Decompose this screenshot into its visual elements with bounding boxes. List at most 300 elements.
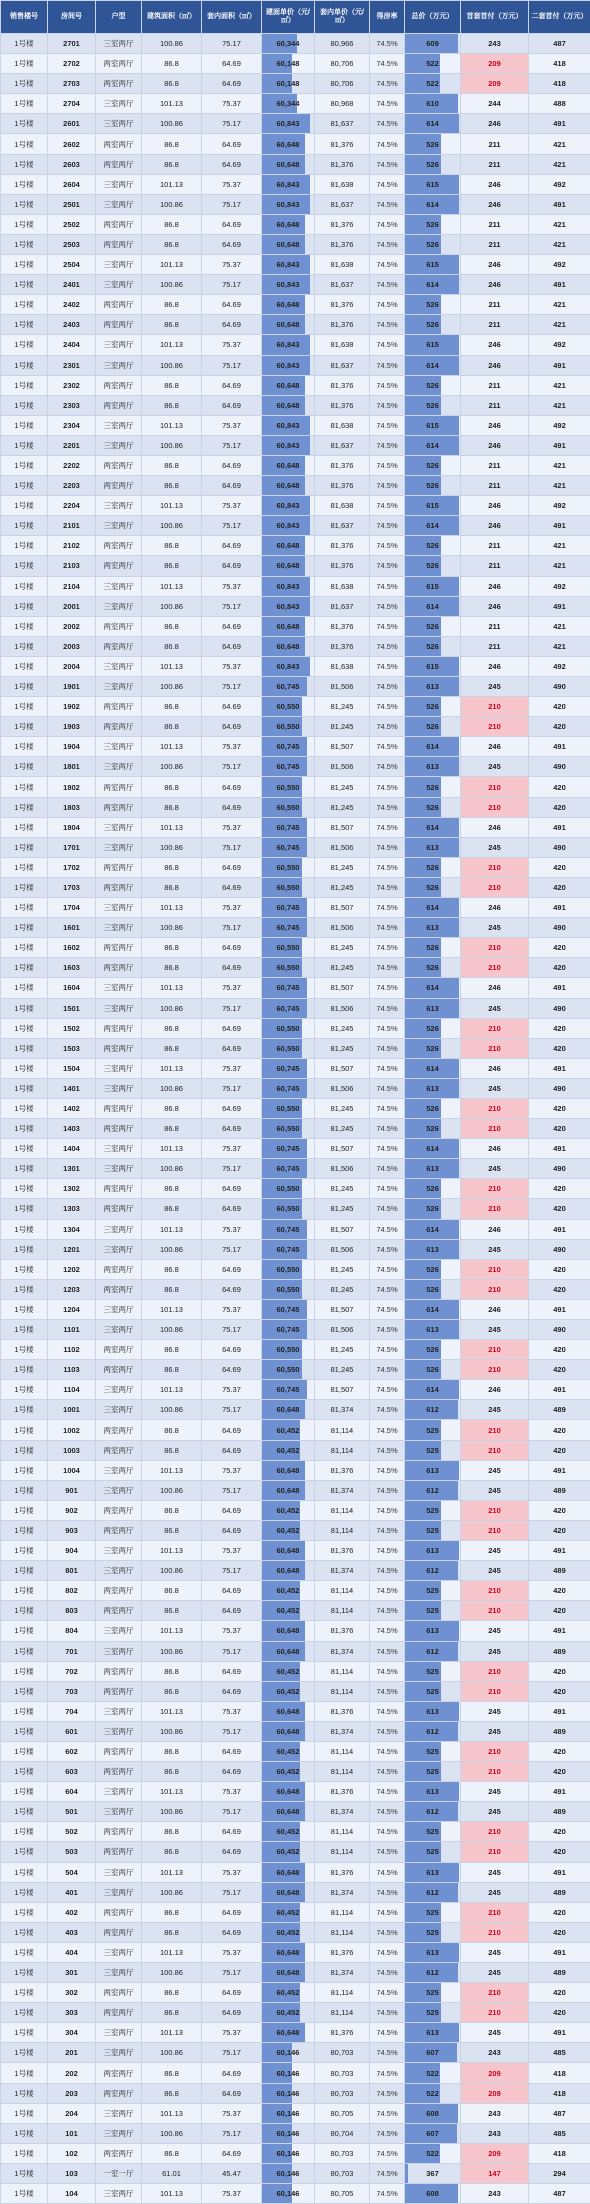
table-row [1, 395, 590, 415]
cell-second-pay: 490 [529, 998, 590, 1018]
table-row [1, 1179, 590, 1199]
cell-total [405, 2143, 461, 2163]
cell-building: 1号楼 [1, 677, 48, 697]
cell-text: 60,745 [277, 843, 300, 852]
cell-net-area: 64.69 [202, 2063, 262, 2083]
cell-total [405, 1500, 461, 1520]
cell-layout: 两室两厅 [96, 1842, 142, 1862]
cell-building: 1号楼 [1, 1741, 48, 1761]
cell-text: 60,146 [277, 2109, 300, 2118]
cell-second-pay: 492 [529, 656, 590, 676]
cell-text: 613 [426, 1245, 439, 1254]
cell-first-pay: 210 [461, 1098, 529, 1118]
cell-text: 614 [426, 280, 439, 289]
cell-efficiency: 74.5% [370, 2083, 405, 2103]
cell-text: 612 [426, 1405, 439, 1414]
cell-net-area: 75.17 [202, 1721, 262, 1741]
cell-building: 1号楼 [1, 2083, 48, 2103]
table-row [1, 1380, 590, 1400]
cell-total [405, 1601, 461, 1621]
table-row [1, 757, 590, 777]
cell-net-price: 81,638 [315, 415, 370, 435]
cell-text: 60,146 [277, 2149, 300, 2158]
cell-efficiency: 74.5% [370, 1721, 405, 1741]
table-row [1, 1299, 590, 1319]
cell-room: 1002 [48, 1420, 96, 1440]
cell-text: 60,648 [277, 1707, 300, 1716]
table-row [1, 375, 590, 395]
cell-efficiency: 74.5% [370, 1038, 405, 1058]
cell-building: 1号楼 [1, 797, 48, 817]
cell-first-pay: 211 [461, 616, 529, 636]
cell-second-pay: 420 [529, 1520, 590, 1540]
cell-gross-area: 101.13 [142, 415, 202, 435]
cell-first-pay: 211 [461, 375, 529, 395]
cell-room: 2502 [48, 214, 96, 234]
cell-gross-price [262, 998, 315, 1018]
cell-gross-area: 100.86 [142, 114, 202, 134]
cell-gross-price [262, 1641, 315, 1661]
cell-total [405, 375, 461, 395]
cell-room: 2104 [48, 576, 96, 596]
cell-text: 60,648 [277, 1466, 300, 1475]
cell-second-pay: 420 [529, 1098, 590, 1118]
cell-second-pay: 418 [529, 54, 590, 74]
cell-layout: 两室两厅 [96, 1038, 142, 1058]
cell-second-pay: 420 [529, 1360, 590, 1380]
cell-net-price: 81,507 [315, 817, 370, 837]
cell-efficiency: 74.5% [370, 2103, 405, 2123]
cell-room: 1101 [48, 1320, 96, 1340]
cell-gross-area: 86.8 [142, 2003, 202, 2023]
cell-gross-area: 86.8 [142, 395, 202, 415]
cell-net-area: 64.69 [202, 1902, 262, 1922]
cell-first-pay: 210 [461, 1842, 529, 1862]
cell-total [405, 1299, 461, 1319]
cell-net-price: 81,245 [315, 1119, 370, 1139]
cell-text: 614 [426, 1225, 439, 1234]
cell-text: 525 [426, 1426, 439, 1435]
cell-gross-price [262, 1299, 315, 1319]
cell-room: 1903 [48, 717, 96, 737]
cell-efficiency: 74.5% [370, 536, 405, 556]
cell-building: 1号楼 [1, 54, 48, 74]
cell-efficiency: 74.5% [370, 275, 405, 295]
cell-second-pay: 294 [529, 2163, 590, 2183]
cell-text: 60,550 [277, 1265, 300, 1274]
cell-gross-price [262, 1420, 315, 1440]
cell-net-area: 64.69 [202, 1279, 262, 1299]
cell-layout: 两室两厅 [96, 2143, 142, 2163]
cell-text: 615 [426, 260, 439, 269]
cell-total [405, 1179, 461, 1199]
cell-text: 612 [426, 1968, 439, 1977]
cell-gross-area: 86.8 [142, 1098, 202, 1118]
cell-second-pay: 491 [529, 1862, 590, 1882]
cell-room: 1603 [48, 958, 96, 978]
cell-first-pay: 210 [461, 1440, 529, 1460]
cell-total [405, 656, 461, 676]
cell-first-pay: 210 [461, 1340, 529, 1360]
cell-total [405, 616, 461, 636]
cell-gross-area: 86.8 [142, 2063, 202, 2083]
cell-room: 2602 [48, 134, 96, 154]
cell-gross-area: 101.13 [142, 1782, 202, 1802]
cell-room: 1703 [48, 877, 96, 897]
cell-gross-price [262, 1902, 315, 1922]
cell-efficiency: 74.5% [370, 1360, 405, 1380]
cell-text: 60,550 [277, 963, 300, 972]
table-row [1, 34, 590, 54]
cell-room: 402 [48, 1902, 96, 1922]
cell-layout: 三室两厅 [96, 194, 142, 214]
cell-room: 2303 [48, 395, 96, 415]
cell-gross-price [262, 717, 315, 737]
cell-net-area: 64.69 [202, 1420, 262, 1440]
cell-second-pay: 489 [529, 1400, 590, 1420]
cell-first-pay: 245 [461, 2023, 529, 2043]
cell-gross-price [262, 817, 315, 837]
cell-second-pay: 420 [529, 958, 590, 978]
cell-second-pay: 491 [529, 1701, 590, 1721]
cell-text: 615 [426, 582, 439, 591]
cell-layout: 两室两厅 [96, 697, 142, 717]
cell-efficiency: 74.5% [370, 1380, 405, 1400]
table-row [1, 2003, 590, 2023]
cell-gross-price [262, 1681, 315, 1701]
cell-first-pay: 246 [461, 737, 529, 757]
header-total: 总价（万元） [405, 1, 461, 34]
cell-layout: 两室两厅 [96, 295, 142, 315]
cell-net-price: 81,638 [315, 496, 370, 516]
cell-first-pay: 210 [461, 1681, 529, 1701]
cell-net-price: 81,638 [315, 576, 370, 596]
cell-total [405, 395, 461, 415]
cell-gross-area: 100.86 [142, 837, 202, 857]
cell-first-pay: 210 [461, 1119, 529, 1139]
cell-net-area: 75.17 [202, 114, 262, 134]
cell-net-price: 80,704 [315, 2123, 370, 2143]
cell-first-pay: 210 [461, 1259, 529, 1279]
cell-gross-area: 101.13 [142, 255, 202, 275]
cell-gross-area: 86.8 [142, 1279, 202, 1299]
cell-net-price: 81,245 [315, 1259, 370, 1279]
header-layout: 户型 [96, 1, 142, 34]
cell-net-price: 81,245 [315, 857, 370, 877]
cell-second-pay: 489 [529, 1721, 590, 1741]
cell-net-price: 81,376 [315, 154, 370, 174]
cell-second-pay: 490 [529, 1320, 590, 1340]
cell-text: 60,648 [277, 1868, 300, 1877]
table-row [1, 857, 590, 877]
cell-layout: 三室两厅 [96, 677, 142, 697]
cell-first-pay: 245 [461, 1641, 529, 1661]
cell-second-pay: 420 [529, 1581, 590, 1601]
cell-gross-price [262, 2083, 315, 2103]
cell-efficiency: 74.5% [370, 1762, 405, 1782]
table-row [1, 154, 590, 174]
cell-efficiency: 74.5% [370, 898, 405, 918]
cell-second-pay: 420 [529, 777, 590, 797]
cell-gross-area: 100.86 [142, 757, 202, 777]
cell-layout: 三室两厅 [96, 2023, 142, 2043]
cell-net-area: 75.37 [202, 415, 262, 435]
cell-second-pay: 420 [529, 1500, 590, 1520]
cell-text: 60,452 [277, 1586, 300, 1595]
cell-text: 525 [426, 1586, 439, 1595]
cell-efficiency: 74.5% [370, 1641, 405, 1661]
cell-net-price: 81,506 [315, 1159, 370, 1179]
table-row [1, 1983, 590, 2003]
cell-net-area: 64.69 [202, 214, 262, 234]
cell-gross-area: 101.13 [142, 2184, 202, 2204]
cell-building: 1号楼 [1, 1299, 48, 1319]
cell-building: 1号楼 [1, 877, 48, 897]
cell-efficiency: 74.5% [370, 1963, 405, 1983]
cell-layout: 两室两厅 [96, 1681, 142, 1701]
cell-text: 60,745 [277, 983, 300, 992]
cell-total [405, 1822, 461, 1842]
cell-room: 804 [48, 1621, 96, 1641]
cell-efficiency: 74.5% [370, 476, 405, 496]
cell-net-price: 81,637 [315, 596, 370, 616]
table-row [1, 2163, 590, 2183]
cell-text: 60,843 [277, 260, 300, 269]
cell-net-area: 75.17 [202, 757, 262, 777]
cell-text: 60,648 [277, 481, 300, 490]
cell-total [405, 777, 461, 797]
table-row [1, 1219, 590, 1239]
cell-efficiency: 74.5% [370, 1581, 405, 1601]
cell-first-pay: 246 [461, 174, 529, 194]
table-row [1, 1721, 590, 1741]
cell-room: 2701 [48, 34, 96, 54]
cell-net-area: 75.17 [202, 275, 262, 295]
cell-room: 1702 [48, 857, 96, 877]
cell-first-pay: 210 [461, 1581, 529, 1601]
cell-gross-area: 86.8 [142, 1018, 202, 1038]
cell-efficiency: 74.5% [370, 556, 405, 576]
cell-text: 60,648 [277, 2028, 300, 2037]
cell-text: 526 [426, 1104, 439, 1113]
cell-net-price: 81,245 [315, 1279, 370, 1299]
cell-total [405, 596, 461, 616]
cell-net-area: 64.69 [202, 636, 262, 656]
cell-text: 60,452 [277, 1747, 300, 1756]
cell-gross-price [262, 375, 315, 395]
cell-gross-price [262, 2103, 315, 2123]
cell-building: 1号楼 [1, 998, 48, 1018]
cell-text: 60,745 [277, 1164, 300, 1173]
table-row [1, 1681, 590, 1701]
cell-building: 1号楼 [1, 1942, 48, 1962]
cell-net-area: 75.37 [202, 898, 262, 918]
cell-net-price: 81,637 [315, 355, 370, 375]
cell-room: 1004 [48, 1460, 96, 1480]
cell-room: 2401 [48, 275, 96, 295]
cell-text: 60,843 [277, 602, 300, 611]
table-row [1, 556, 590, 576]
cell-text: 607 [426, 2129, 439, 2138]
cell-efficiency: 74.5% [370, 1942, 405, 1962]
cell-net-area: 64.69 [202, 1179, 262, 1199]
cell-gross-price [262, 958, 315, 978]
table-row [1, 335, 590, 355]
cell-efficiency: 74.5% [370, 1681, 405, 1701]
cell-building: 1号楼 [1, 737, 48, 757]
cell-efficiency: 74.5% [370, 1340, 405, 1360]
cell-total [405, 817, 461, 837]
cell-gross-price [262, 516, 315, 536]
cell-efficiency: 74.5% [370, 737, 405, 757]
cell-net-area: 64.69 [202, 54, 262, 74]
table-row [1, 998, 590, 1018]
cell-gross-price [262, 1159, 315, 1179]
cell-gross-price [262, 94, 315, 114]
cell-second-pay: 420 [529, 2003, 590, 2023]
cell-net-area: 64.69 [202, 717, 262, 737]
cell-text: 525 [426, 1928, 439, 1937]
cell-first-pay: 243 [461, 2103, 529, 2123]
cell-second-pay: 491 [529, 275, 590, 295]
cell-layout: 三室两厅 [96, 1480, 142, 1500]
cell-net-price: 81,376 [315, 1782, 370, 1802]
cell-gross-area: 101.13 [142, 1701, 202, 1721]
cell-total [405, 1701, 461, 1721]
table-row [1, 877, 590, 897]
cell-building: 1号楼 [1, 2123, 48, 2143]
cell-gross-price [262, 154, 315, 174]
cell-net-area: 75.37 [202, 1942, 262, 1962]
table-row [1, 255, 590, 275]
cell-text: 615 [426, 180, 439, 189]
cell-building: 1号楼 [1, 1159, 48, 1179]
cell-second-pay: 420 [529, 1661, 590, 1681]
table-row [1, 898, 590, 918]
cell-gross-area: 101.13 [142, 737, 202, 757]
table-row [1, 1882, 590, 1902]
cell-layout: 三室两厅 [96, 1541, 142, 1561]
cell-gross-price [262, 898, 315, 918]
cell-layout: 三室两厅 [96, 496, 142, 516]
cell-net-price: 81,114 [315, 1500, 370, 1520]
table-row [1, 1460, 590, 1480]
table-row [1, 1942, 590, 1962]
cell-second-pay: 490 [529, 757, 590, 777]
cell-building: 1号楼 [1, 214, 48, 234]
table-row [1, 415, 590, 435]
table-row [1, 275, 590, 295]
cell-room: 2301 [48, 355, 96, 375]
cell-text: 60,550 [277, 1345, 300, 1354]
cell-net-price: 81,376 [315, 134, 370, 154]
cell-total [405, 114, 461, 134]
cell-second-pay: 418 [529, 74, 590, 94]
cell-gross-area: 100.86 [142, 435, 202, 455]
cell-text: 60,648 [277, 1405, 300, 1414]
cell-efficiency: 74.5% [370, 1882, 405, 1902]
cell-text: 526 [426, 1365, 439, 1374]
table-row [1, 174, 590, 194]
cell-building: 1号楼 [1, 1199, 48, 1219]
cell-text: 615 [426, 421, 439, 430]
cell-building: 1号楼 [1, 134, 48, 154]
cell-total [405, 1058, 461, 1078]
cell-net-price: 81,376 [315, 214, 370, 234]
cell-room: 303 [48, 2003, 96, 2023]
cell-gross-price [262, 1862, 315, 1882]
cell-total [405, 697, 461, 717]
cell-text: 60,550 [277, 1184, 300, 1193]
cell-gross-price [262, 1038, 315, 1058]
cell-building: 1号楼 [1, 315, 48, 335]
cell-net-area: 64.69 [202, 1601, 262, 1621]
cell-text: 60,648 [277, 1787, 300, 1796]
cell-layout: 两室两厅 [96, 1119, 142, 1139]
cell-gross-area: 86.8 [142, 717, 202, 737]
cell-text: 525 [426, 1827, 439, 1836]
cell-second-pay: 421 [529, 375, 590, 395]
cell-gross-price [262, 1561, 315, 1581]
cell-net-price: 81,506 [315, 1239, 370, 1259]
table-row [1, 1621, 590, 1641]
cell-efficiency: 74.5% [370, 395, 405, 415]
cell-gross-area: 101.13 [142, 2023, 202, 2043]
cell-gross-price [262, 877, 315, 897]
cell-building: 1号楼 [1, 1822, 48, 1842]
table-row [1, 2083, 590, 2103]
cell-net-price: 81,638 [315, 255, 370, 275]
cell-text: 613 [426, 762, 439, 771]
cell-first-pay: 245 [461, 1963, 529, 1983]
cell-net-price: 81,507 [315, 898, 370, 918]
cell-layout: 两室两厅 [96, 777, 142, 797]
cell-text: 60,550 [277, 722, 300, 731]
cell-net-price: 81,638 [315, 335, 370, 355]
cell-efficiency: 74.5% [370, 415, 405, 435]
cell-gross-price [262, 938, 315, 958]
cell-first-pay: 245 [461, 677, 529, 697]
cell-first-pay: 209 [461, 74, 529, 94]
cell-net-price: 81,245 [315, 938, 370, 958]
cell-gross-area: 86.8 [142, 134, 202, 154]
cell-net-area: 64.69 [202, 877, 262, 897]
cell-layout: 两室两厅 [96, 455, 142, 475]
cell-efficiency: 74.5% [370, 636, 405, 656]
cell-total [405, 1119, 461, 1139]
cell-first-pay: 245 [461, 1239, 529, 1259]
cell-net-price: 80,703 [315, 2163, 370, 2183]
cell-text: 526 [426, 803, 439, 812]
cell-efficiency: 74.5% [370, 877, 405, 897]
cell-gross-price [262, 1782, 315, 1802]
cell-text: 526 [426, 381, 439, 390]
cell-gross-area: 86.8 [142, 1179, 202, 1199]
cell-first-pay: 211 [461, 154, 529, 174]
cell-gross-price [262, 295, 315, 315]
cell-second-pay: 420 [529, 1340, 590, 1360]
table-row [1, 516, 590, 536]
cell-building: 1号楼 [1, 2143, 48, 2163]
cell-total [405, 2123, 461, 2143]
cell-building: 1号楼 [1, 1460, 48, 1480]
table-row [1, 576, 590, 596]
cell-gross-area: 100.86 [142, 1882, 202, 1902]
cell-text: 60,550 [277, 803, 300, 812]
cell-net-area: 64.69 [202, 1842, 262, 1862]
cell-text: 60,344 [277, 39, 300, 48]
cell-text: 614 [426, 823, 439, 832]
